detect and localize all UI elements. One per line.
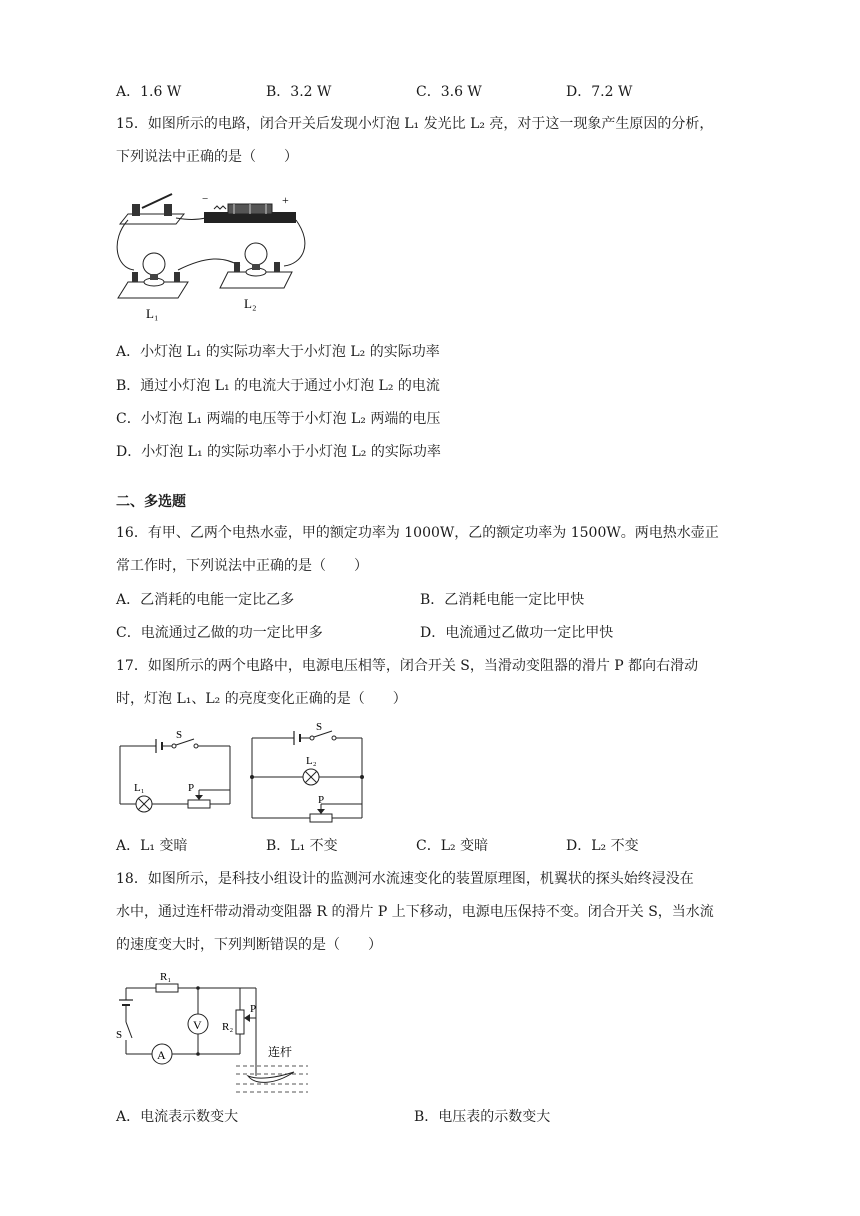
- q15-option-b: B．通过小灯泡 L₁ 的电流大于通过小灯泡 L₂ 的电流: [116, 378, 440, 394]
- q16-option-b: B．乙消耗电能一定比甲快: [420, 592, 585, 608]
- q16-stem-line1: 16．有甲、乙两个电热水壶，甲的额定功率为 1000W，乙的额定功率为 1500W。两电热水壶正: [116, 525, 719, 541]
- r1-label: R₁: [160, 971, 172, 983]
- slider-label: P: [250, 1003, 257, 1015]
- switch-label: S: [176, 729, 183, 741]
- slider-label: P: [188, 782, 195, 794]
- minus-label: −: [202, 193, 209, 205]
- q18-option-a: A．电流表示数变大: [116, 1109, 239, 1125]
- q15-stem-line1: 15．如图所示的电路，闭合开关后发现小灯泡 L₁ 发光比 L₂ 亮，对于这一现象产生原因的分析，: [116, 116, 714, 132]
- plus-label: +: [282, 193, 289, 207]
- r2-label: R₂: [222, 1021, 234, 1033]
- q15-option-c: C．小灯泡 L₁ 两端的电压等于小灯泡 L₂ 两端的电压: [116, 411, 441, 427]
- slider-label: P: [318, 794, 325, 806]
- q17-option-b: B．L₁ 不变: [266, 838, 338, 854]
- q17-option-c: C．L₂ 变暗: [416, 838, 489, 854]
- switch-label: S: [316, 721, 323, 733]
- q17-circuit-right: [248, 718, 368, 826]
- q17-option-d: D．L₂ 不变: [566, 838, 639, 854]
- q14-option-b: B．3.2 W: [266, 84, 332, 100]
- l2-label: L₂: [306, 755, 317, 767]
- q18-stem-line1: 18．如图所示，是科技小组设计的监测河水流速变化的装置原理图，机翼状的探头始终浸没在: [116, 871, 694, 887]
- q14-option-d: D．7.2 W: [566, 84, 633, 100]
- l1-label: L₁: [146, 306, 159, 321]
- q16-option-d: D．电流通过乙做功一定比甲快: [420, 625, 614, 641]
- q16-option-a: A．乙消耗的电能一定比乙多: [116, 592, 295, 608]
- q18-stem-line3: 的速度变大时，下列判断错误的是（ ）: [116, 937, 382, 953]
- q17-stem-line1: 17．如图所示的两个电路中，电源电压相等，闭合开关 S，当滑动变阻器的滑片 P 都向右滑动: [116, 658, 699, 674]
- q18-circuit-figure: [116, 968, 316, 1098]
- l2-label: L₂: [244, 296, 257, 311]
- q18-option-b: B．电压表的示数变大: [414, 1109, 551, 1125]
- q15-option-d: D．小灯泡 L₁ 的实际功率小于小灯泡 L₂ 的实际功率: [116, 444, 441, 460]
- q14-option-a: A．1.6 W: [116, 84, 182, 100]
- q17-stem-line2: 时，灯泡 L₁、L₂ 的亮度变化正确的是（ ）: [116, 691, 407, 707]
- voltmeter-label: V: [193, 1018, 202, 1032]
- q18-stem-line2: 水中，通过连杆带动滑动变阻器 R 的滑片 P 上下移动，电源电压保持不变。闭合开关 S，当水流: [116, 904, 714, 920]
- q17-option-a: A．L₁ 变暗: [116, 838, 188, 854]
- ammeter-label: A: [157, 1048, 166, 1062]
- q15-stem-line2: 下列说法中正确的是（ ）: [116, 149, 298, 165]
- q15-option-a: A．小灯泡 L₁ 的实际功率大于小灯泡 L₂ 的实际功率: [116, 344, 440, 360]
- q15-circuit-figure: [116, 190, 306, 325]
- q17-circuit-left: [116, 728, 236, 828]
- q16-stem-line2: 常工作时，下列说法中正确的是（ ）: [116, 558, 368, 574]
- q16-option-c: C．电流通过乙做的功一定比甲多: [116, 625, 323, 641]
- q14-option-c: C．3.6 W: [416, 84, 482, 100]
- l1-label: L₁: [134, 782, 145, 794]
- section-title: 二、多选题: [116, 494, 186, 510]
- switch-label: S: [116, 1029, 123, 1041]
- rod-label: 连杆: [268, 1045, 293, 1059]
